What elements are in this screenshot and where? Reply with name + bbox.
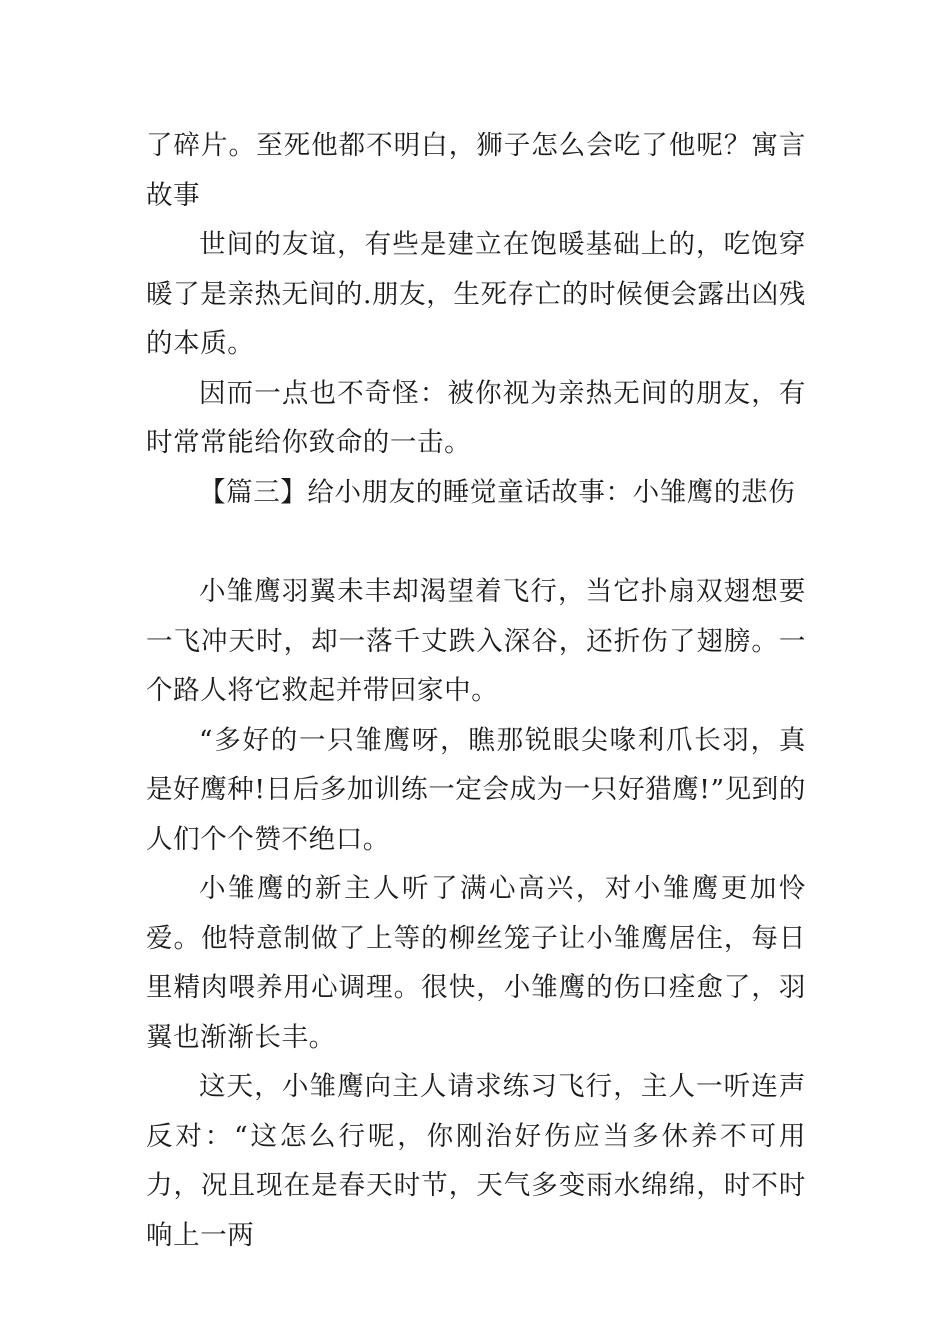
story-paragraph-3: 小雏鹰的新主人听了满心高兴，对小雏鹰更加怜爱。他特意制做了上等的柳丝笼子让小雏鹰居住，每日里精肉喂养用心调理。很快，小雏鹰的伤口痊愈了，羽翼也渐渐长丰。	[146, 873, 806, 1053]
section-heading: 【篇三】给小朋友的睡觉童话故事：小雏鹰的悲伤	[199, 476, 796, 508]
story-paragraph-4: 这天，小雏鹰向主人请求练习飞行，主人一听连声反对：“这怎么行呢，你刚治好伤应当多休养不可用力，况且现在是春天时节，天气多变雨水绵绵，时不时响上一两	[146, 1071, 806, 1251]
story-paragraph-1: 小雏鹰羽翼未丰却渴望着飞行，当它扑扇双翅想要一飞冲天时，却一落千丈跌入深谷，还折伤了翅膀。一个路人将它救起并带回家中。	[146, 576, 806, 706]
story-paragraph-2: “多好的一只雏鹰呀，瞧那锐眼尖喙利爪长羽，真是好鹰种!日后多加训练一定会成为一只好猎鹰!”见到的人们个个赞不绝口。	[146, 724, 806, 855]
section-spacer	[146, 517, 806, 567]
paragraph-friendship-moral: 世间的友谊，有些是建立在饱暖基础上的，吃饱穿暖了是亲热无间的.朋友，生死存亡的时候便会露出凶残的本质。	[146, 229, 806, 359]
document-body	[146, 121, 806, 1260]
paragraph-friendship-conclusion: 因而一点也不奇怪：被你视为亲热无间的朋友，有时常常能给你致命的一击。	[146, 377, 806, 458]
paragraph-fable-ending: 了碎片。至死他都不明白，狮子怎么会吃了他呢？寓言故事	[146, 130, 806, 211]
